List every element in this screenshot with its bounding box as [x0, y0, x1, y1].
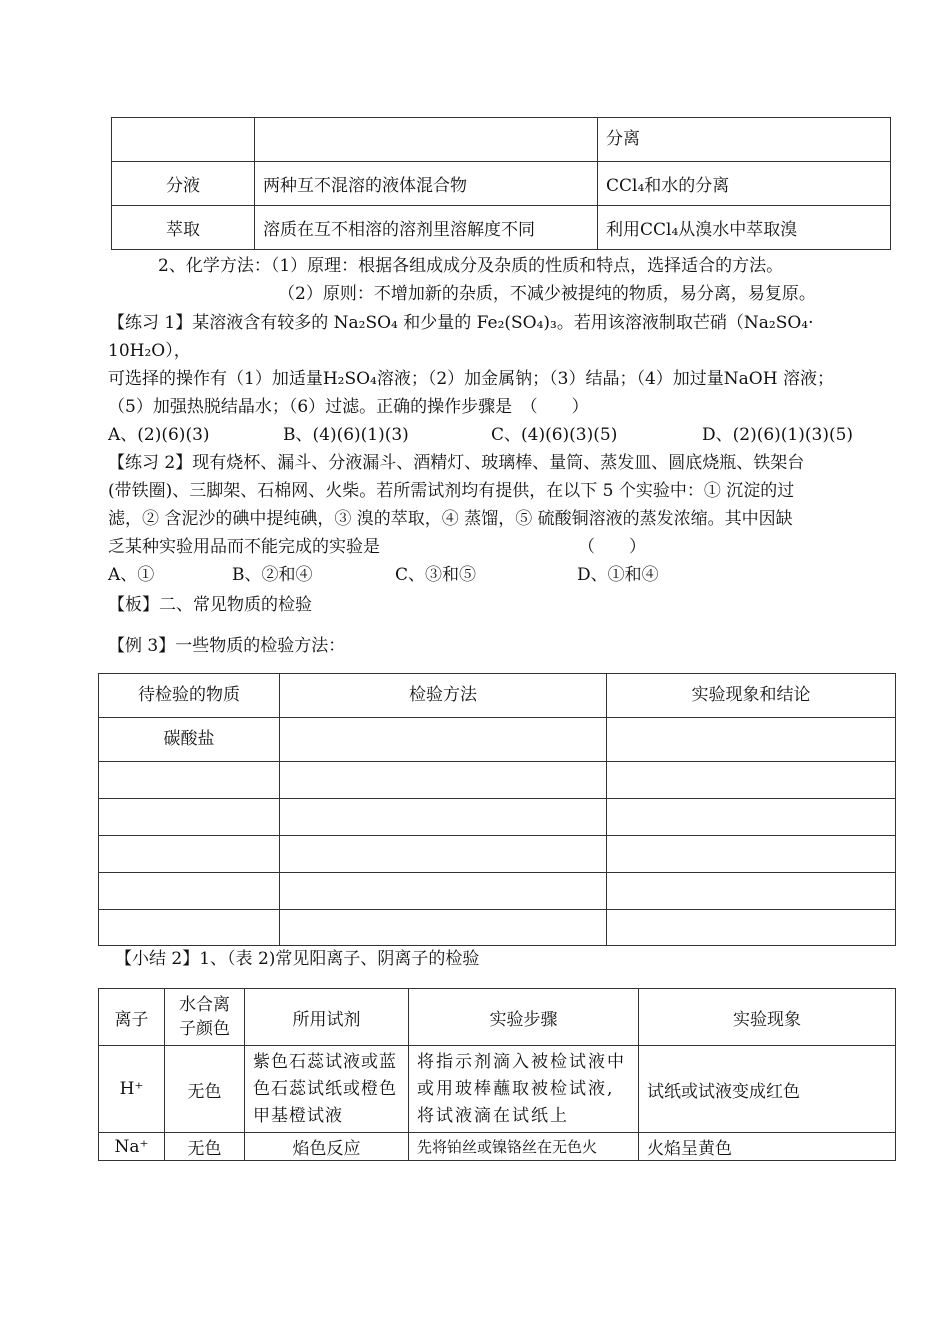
- option-b: B、(4)(6)(1)(3): [283, 425, 409, 445]
- exercise2-bracket: （ ）: [578, 537, 646, 557]
- table-row: Na⁺ 无色 焰色反应 先将铂丝或镍铬丝在无色火 火焰呈黄色: [99, 1133, 896, 1161]
- table-row: H⁺ 无色 紫色石蕊试液或蓝色石蕊试纸或橙色甲基橙试液 将指示剂滴入被检试液中或用玻棒蘸取被检试液,将试液滴在试纸上 试纸或试液变成红色: [99, 1046, 896, 1133]
- option-a: A、①: [108, 565, 155, 585]
- table-row: 分离: [112, 118, 891, 162]
- exercise2-line3: 滤，② 含泥沙的碘中提纯碘，③ 溴的萃取，④ 蒸馏，⑤ 硫酸铜溶液的蒸发浓缩。其中因缺: [108, 509, 793, 529]
- exercise1-line3: 可选择的操作有（1）加适量H₂SO₄溶液；（2）加金属钠；（3）结晶；（4）加过量NaOH 溶液；: [108, 369, 834, 389]
- ion-detection-table: [98, 988, 896, 1161]
- exercise2-line1: 【练习 2】现有烧杯、漏斗、分液漏斗、酒精灯、玻璃棒、量筒、蒸发皿、圆底烧瓶、铁架台: [108, 453, 805, 473]
- table-row: [99, 762, 896, 799]
- exercise2-options: [0, 563, 950, 587]
- table-row: 碳酸盐: [99, 718, 896, 762]
- exercise1-line1: 【练习 1】某溶液含有较多的 Na₂SO₄ 和少量的 Fe₂(SO₄)₃。若用该溶液制取芒硝（Na₂SO₄·: [108, 313, 814, 333]
- exercise2-line4: 乏某种实验用品而不能完成的实验是: [108, 537, 380, 557]
- option-a: A、(2)(6)(3): [108, 425, 210, 445]
- exercise1-options: [0, 423, 950, 447]
- chem-method-rule: （2）原则：不增加新的杂质，不减少被提纯的物质，易分离，易复原。: [278, 284, 816, 304]
- exercise1-line4: （5）加强热脱结晶水；（6）过滤。正确的操作步骤是 （ ）: [108, 397, 589, 417]
- table-row: [99, 836, 896, 873]
- summary2-title: 【小结 2】1、（表 2)常见阳离子、阴离子的检验: [115, 949, 480, 969]
- option-c: C、(4)(6)(3)(5): [491, 425, 618, 445]
- table-header-row: 离子 水合离子颜色 所用试剂 实验步骤 实验现象: [99, 989, 896, 1046]
- board-heading: 【板】二、常见物质的检验: [108, 595, 312, 615]
- table-row: 分液 两种互不混溶的液体混合物 CCl₄和水的分离: [112, 162, 891, 206]
- table-row: [99, 873, 896, 910]
- table-header-row: 待检验的物质 检验方法 实验现象和结论: [99, 674, 896, 718]
- chem-method-principle: 2、化学方法：（1）原理：根据各组成成分及杂质的性质和特点，选择适合的方法。: [158, 256, 784, 276]
- table-row: [99, 910, 896, 946]
- option-d: D、①和④: [577, 565, 659, 585]
- example3-title: 【例 3】一些物质的检验方法：: [108, 636, 346, 656]
- table-row: 萃取 溶质在互不相溶的溶剂里溶解度不同 利用CCl₄从溴水中萃取溴: [112, 206, 891, 250]
- table-row: [99, 799, 896, 836]
- detection-table: [98, 673, 896, 946]
- option-d: D、(2)(6)(1)(3)(5): [702, 425, 854, 445]
- exercise1-line2: 10H₂O），: [108, 341, 191, 361]
- exercise2-line2: (带铁圈)、三脚架、石棉网、火柴。若所需试剂均有提供，在以下 5 个实验中：① 沉淀的过: [108, 481, 795, 501]
- separation-table: [111, 117, 891, 250]
- option-b: B、②和④: [232, 565, 313, 585]
- option-c: C、③和⑤: [395, 565, 477, 585]
